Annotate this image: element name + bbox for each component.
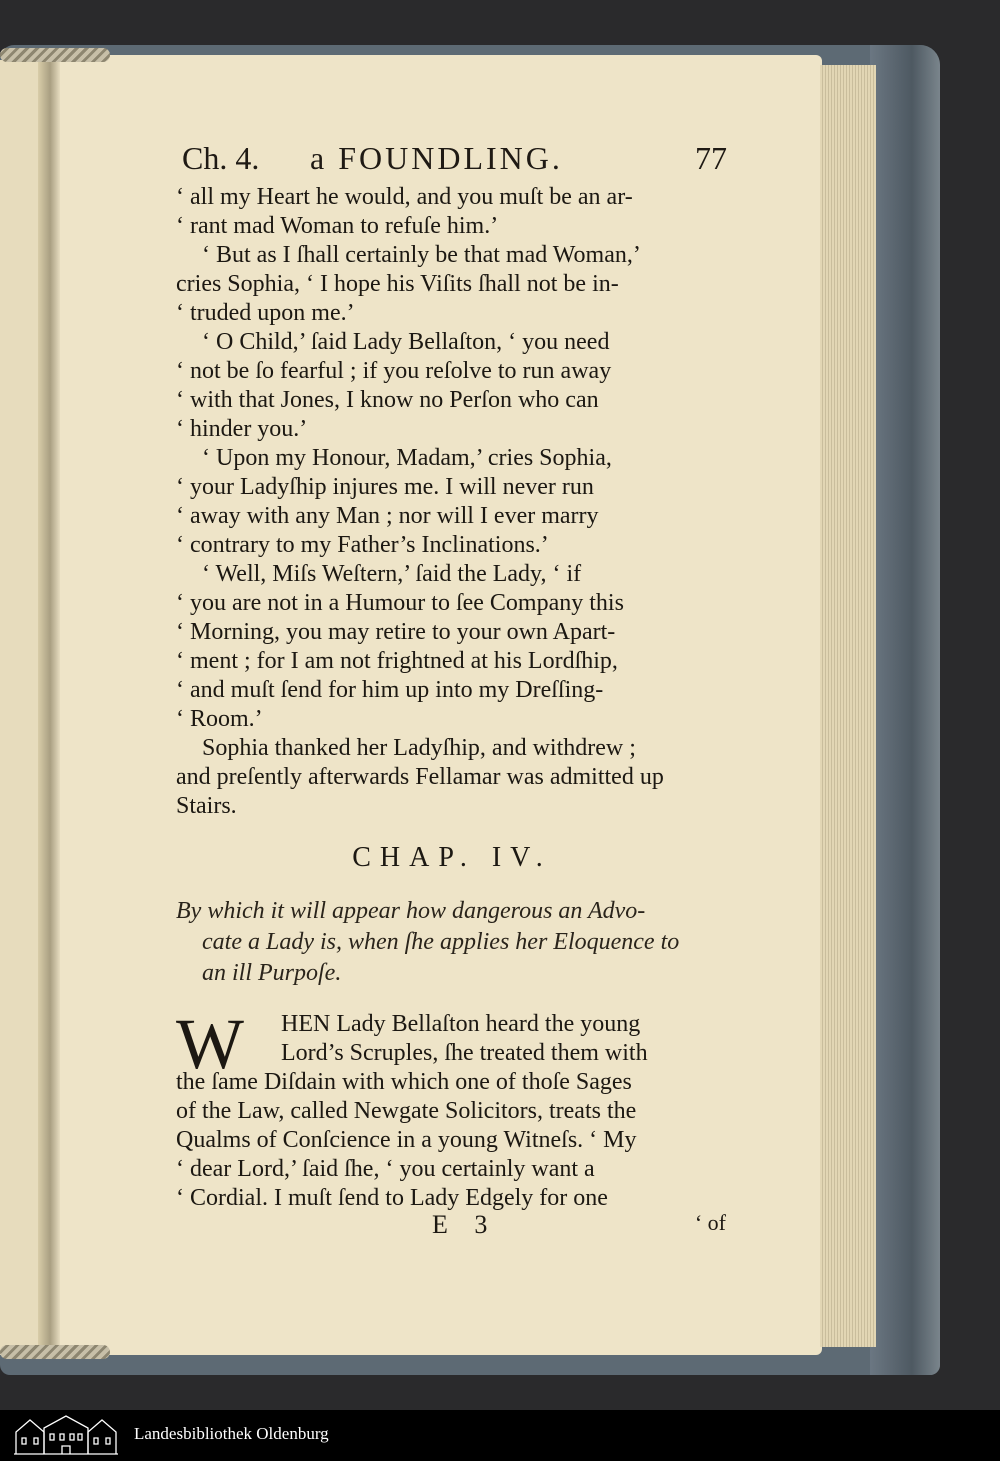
summary-line: an ill Purpoſe. <box>202 960 342 986</box>
text-line: ‘ rant mad Woman to refuſe him.’ <box>176 213 499 239</box>
text-line: ‘ hinder you.’ <box>176 416 308 442</box>
text-line: Qualms of Conſcience in a young Witneſs. ‘ My <box>176 1127 637 1153</box>
chapter-heading: CHAP. IV. <box>352 842 552 873</box>
text-line: ‘ you are not in a Humour to ſee Company this <box>176 590 624 616</box>
drop-cap: W <box>176 1004 244 1084</box>
text-line: ‘ Cordial. I muſt ſend to Lady Edgely for one <box>176 1185 608 1211</box>
signature-mark: E 3 <box>432 1210 498 1239</box>
text-line: ‘ all my Heart he would, and you muſt be an ar- <box>176 184 633 210</box>
running-title: a FOUNDLING. <box>310 140 563 176</box>
text-line: ‘ ment ; for I am not frightned at his Lordſhip, <box>176 648 618 674</box>
chapter-summary <box>176 896 728 989</box>
text-line: ‘ not be ſo fearful ; if you reſolve to run away <box>176 358 612 384</box>
page-gutter <box>38 60 60 1355</box>
library-building-icon <box>12 1414 120 1456</box>
text-line: ‘ Morning, you may retire to your own Apart- <box>176 619 616 645</box>
library-name: Landesbibliothek Oldenburg <box>134 1424 329 1443</box>
text-line: ‘ truded upon me.’ <box>176 300 355 326</box>
text-line: HEN Lady Bellaſton heard the young <box>281 1011 641 1037</box>
text-line: the ſame Diſdain with which one of thoſe Sages <box>176 1069 632 1095</box>
summary-line: cate a Lady is, when ſhe applies her Eloquence to <box>202 929 680 955</box>
text-line: ‘ O Child,’ ſaid Lady Bellaſton, ‘ you need <box>202 329 610 355</box>
text-line: of the Law, called Newgate Solicitors, treats the <box>176 1098 637 1124</box>
chapter-ref: Ch. 4. <box>182 140 260 176</box>
page-foot <box>176 1210 728 1240</box>
text-line: Stairs. <box>176 793 237 819</box>
text-line: and preſently afterwards Fellamar was admitted up <box>176 764 664 790</box>
text-line: ‘ Well, Miſs Weſtern,’ ſaid the Lady, ‘ if <box>202 561 582 587</box>
page-number: 77 <box>695 140 727 176</box>
text-line: Sophia thanked her Ladyſhip, and withdrew ; <box>202 735 636 761</box>
text-line: Lord’s Scruples, ſhe treated them with <box>281 1040 648 1066</box>
catchword: ‘ of <box>694 1210 726 1235</box>
summary-line: By which it will appear how dangerous an Advo- <box>176 898 646 924</box>
text-line: ‘ away with any Man ; nor will I ever marry <box>176 503 599 529</box>
text-line: ‘ Room.’ <box>176 706 263 732</box>
text-line: ‘ your Ladyſhip injures me. I will never run <box>176 474 594 500</box>
text-line: ‘ with that Jones, I know no Perſon who can <box>176 387 599 413</box>
text-line: ‘ dear Lord,’ ſaid ſhe, ‘ you certainly want a <box>176 1156 595 1182</box>
headband <box>0 48 110 62</box>
text-line: ‘ contrary to my Father’s Inclinations.’ <box>176 532 549 558</box>
running-header <box>182 140 727 180</box>
text-line: ‘ and muſt ſend for him up into my Dreſſing- <box>176 677 604 703</box>
body-text-top <box>176 183 728 821</box>
text-line: ‘ But as I ſhall certainly be that mad Woman,’ <box>202 242 641 268</box>
body-text-bottom <box>176 1004 728 1213</box>
page-block-edges <box>820 65 876 1347</box>
text-line: ‘ Upon my Honour, Madam,’ cries Sophia, <box>202 445 612 471</box>
tailband <box>0 1345 110 1359</box>
text-line: cries Sophia, ‘ I hope his Viſits ſhall not be in- <box>176 271 619 297</box>
